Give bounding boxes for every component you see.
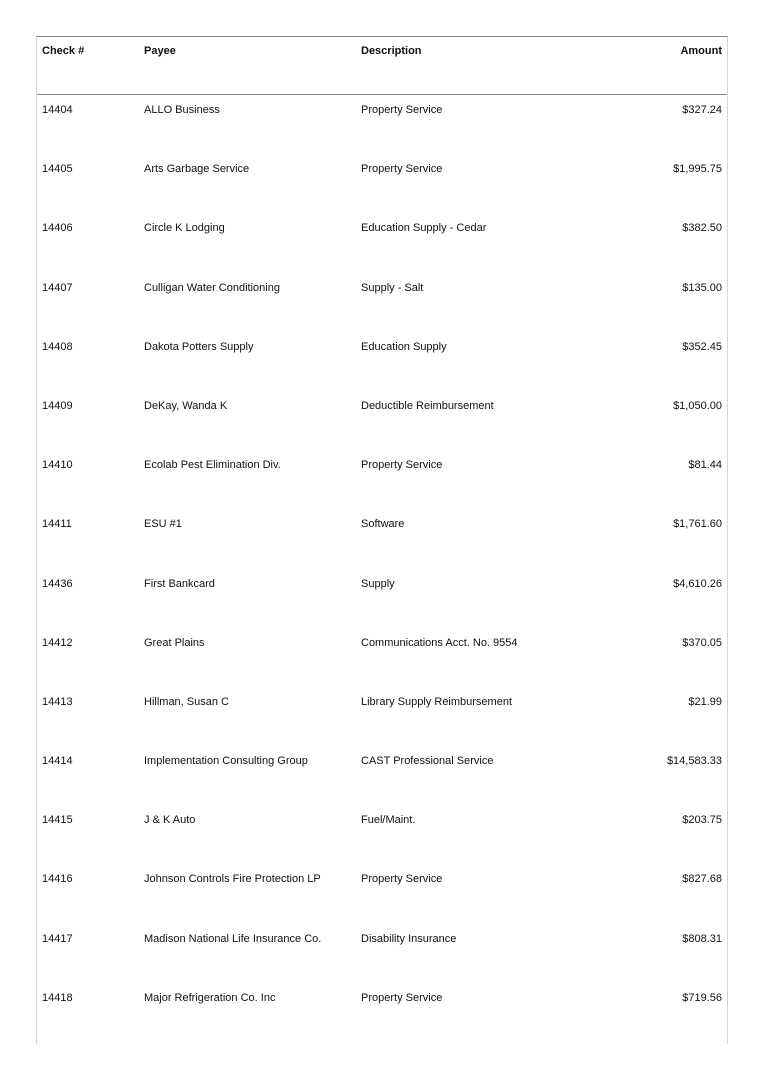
- check-number-cell: 14413: [42, 695, 73, 708]
- table-row: [37, 154, 727, 213]
- check-number-cell: 14411: [42, 518, 72, 531]
- amount-cell: $21.99: [688, 695, 722, 708]
- check-number-cell: 14410: [42, 459, 73, 472]
- check-number-cell: 14404: [42, 104, 73, 116]
- description-cell: Communications Acct. No. 9554: [361, 636, 518, 649]
- payee-cell: ALLO Business: [144, 104, 220, 116]
- payee-cell: Major Refrigeration Co. Inc: [144, 991, 276, 1004]
- check-number-cell: 14409: [42, 399, 73, 412]
- amount-cell: $1,050.00: [673, 399, 722, 412]
- table-row: [37, 213, 727, 272]
- description-cell: Disability Insurance: [361, 932, 457, 945]
- check-number-cell: 14416: [42, 873, 73, 886]
- amount-cell: $81.44: [688, 459, 722, 472]
- table-row: [37, 332, 727, 391]
- payee-cell: Ecolab Pest Elimination Div.: [144, 459, 281, 472]
- amount-cell: $203.75: [682, 814, 722, 827]
- amount-cell: $327.24: [682, 104, 722, 116]
- table-row: [37, 687, 727, 746]
- header-payee: Payee: [144, 45, 176, 57]
- amount-cell: $1,761.60: [673, 518, 722, 531]
- table-row: [37, 628, 727, 687]
- table-row: [37, 273, 727, 332]
- header-check-number: Check #: [42, 45, 85, 57]
- description-cell: Supply: [361, 577, 395, 590]
- table-row: [37, 509, 727, 568]
- description-cell: Property Service: [361, 163, 443, 176]
- description-cell: Property Service: [361, 459, 443, 472]
- amount-cell: $382.50: [682, 222, 722, 235]
- table-row: [37, 569, 727, 628]
- check-number-cell: 14418: [42, 991, 73, 1004]
- amount-cell: $719.56: [682, 991, 722, 1004]
- description-cell: Fuel/Maint.: [361, 814, 416, 827]
- description-cell: CAST Professional Service: [361, 755, 494, 768]
- description-cell: Deductible Reimbursement: [361, 399, 494, 412]
- description-cell: Education Supply: [361, 340, 447, 353]
- check-number-cell: 14405: [42, 163, 73, 176]
- amount-cell: $827.68: [682, 873, 722, 886]
- description-cell: Property Service: [361, 991, 443, 1004]
- payee-cell: J & K Auto: [144, 814, 196, 827]
- check-number-cell: 14417: [42, 932, 73, 945]
- payee-cell: Hillman, Susan C: [144, 695, 229, 708]
- check-number-cell: 14408: [42, 340, 73, 353]
- payee-cell: Great Plains: [144, 636, 205, 649]
- check-number-cell: 14415: [42, 814, 73, 827]
- payee-cell: Circle K Lodging: [144, 222, 225, 235]
- amount-cell: $14,583.33: [666, 755, 722, 768]
- check-number-cell: 14436: [42, 577, 73, 590]
- payee-cell: Arts Garbage Service: [144, 163, 250, 176]
- header-description: Description: [361, 45, 422, 57]
- check-number-cell: 14407: [42, 281, 73, 294]
- payee-cell: ESU #1: [144, 518, 182, 531]
- description-cell: Supply - Salt: [361, 281, 424, 294]
- check-register-table: [36, 36, 728, 1044]
- payee-cell: Dakota Potters Supply: [144, 340, 254, 353]
- table-header-row: [37, 37, 727, 95]
- check-number-cell: 14406: [42, 222, 73, 235]
- table-row: [37, 450, 727, 509]
- amount-cell: $808.31: [682, 932, 722, 945]
- amount-cell: $352.45: [682, 340, 722, 353]
- description-cell: Property Service: [361, 873, 443, 886]
- table-row: [37, 983, 727, 1042]
- amount-cell: $4,610.26: [673, 577, 722, 590]
- check-number-cell: 14412: [42, 636, 73, 649]
- amount-cell: $370.05: [682, 636, 722, 649]
- payee-cell: Madison National Life Insurance Co.: [144, 932, 322, 945]
- table-row: [37, 95, 727, 154]
- payee-cell: First Bankcard: [144, 577, 215, 590]
- table-row: [37, 805, 727, 864]
- table-body: [37, 95, 727, 1042]
- table-row: [37, 864, 727, 923]
- check-number-cell: 14414: [42, 755, 73, 768]
- payee-cell: Johnson Controls Fire Protection LP: [144, 873, 321, 886]
- description-cell: Property Service: [361, 104, 443, 116]
- amount-cell: $135.00: [682, 281, 722, 294]
- table-row: [37, 391, 727, 450]
- table-row: [37, 746, 727, 805]
- amount-cell: $1,995.75: [673, 163, 722, 176]
- payee-cell: Implementation Consulting Group: [144, 755, 308, 768]
- description-cell: Education Supply - Cedar: [361, 222, 487, 235]
- header-amount: Amount: [680, 45, 722, 57]
- payee-cell: DeKay, Wanda K: [144, 399, 228, 412]
- payee-cell: Culligan Water Conditioning: [144, 281, 280, 294]
- description-cell: Software: [361, 518, 405, 531]
- description-cell: Library Supply Reimbursement: [361, 695, 513, 708]
- table-row: [37, 924, 727, 983]
